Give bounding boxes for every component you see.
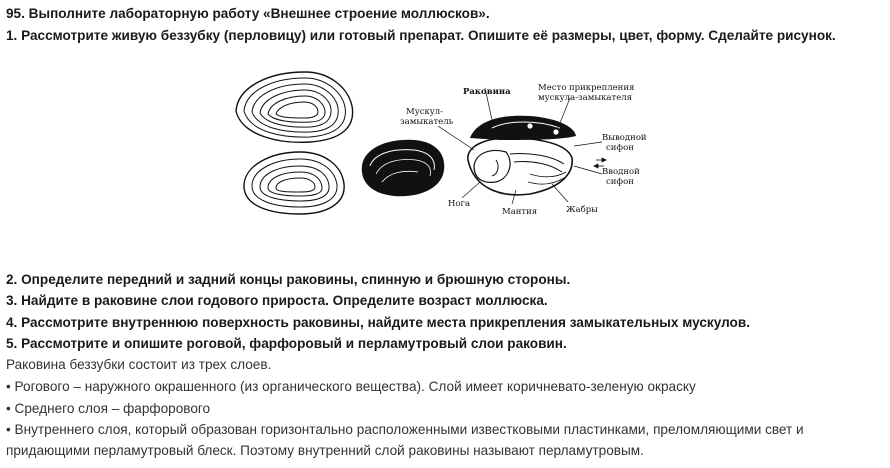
- label-gills: Жабры: [566, 205, 598, 215]
- closed-shell-dark: [362, 140, 444, 197]
- answer-item-2: • Среднего слоя – фарфорового: [6, 401, 211, 416]
- task-4: 4. Рассмотрите внутреннюю поверхность раковины, найдите места прикрепления замыкательных мускулов.: [6, 315, 750, 330]
- label-attach-line1: Место прикрепления: [538, 83, 635, 93]
- label-shell: Раковина: [463, 87, 511, 97]
- open-mollusc: [468, 116, 576, 195]
- shell-growth-rings-top: [236, 72, 353, 142]
- label-outlet-line2: сифон: [606, 143, 634, 153]
- mollusc-illustration: [230, 66, 650, 226]
- answer-intro: Раковина беззубки состоит из трех слоев.: [6, 357, 272, 372]
- answer-item-3-line-1: • Внутреннего слоя, который образован горизонтально расположенными известковыми пластинками, преломляющими свет и: [6, 422, 804, 437]
- label-muscle-line2: замыкатель: [400, 117, 454, 127]
- answer-item-3-line-2: придающими перламутровый блеск. Поэтому внутренний слой раковины называют перламутровым.: [6, 443, 644, 458]
- exercise-heading: 95. Выполните лабораторную работу «Внешнее строение моллюсков».: [6, 6, 490, 21]
- label-inlet-line1: Вводной: [602, 167, 640, 177]
- label-leader-lines: [438, 88, 602, 204]
- label-mantle: Мантия: [502, 207, 538, 217]
- label-attach-line2: мускула-замыкателя: [538, 93, 632, 103]
- task-2: 2. Определите передний и задний концы раковины, спинную и брюшную стороны.: [6, 272, 571, 287]
- task-5: 5. Рассмотрите и опишите роговой, фарфоровый и перламутровый слои раковин.: [6, 336, 567, 351]
- label-muscle-line1: Мускул-: [406, 107, 444, 117]
- label-outlet-line1: Выводной: [602, 133, 647, 143]
- answer-item-1: • Рогового – наружного окрашенного (из органического вещества). Слой имеет коричневато-зеленую окраску: [6, 379, 696, 394]
- shell-growth-rings-bottom: [244, 152, 344, 214]
- task-1: 1. Рассмотрите живую беззубку (перловицу) или готовый препарат. Опишите её размеры, цвет, форму. Сделайте рисунок.: [6, 28, 836, 43]
- label-inlet-line2: сифон: [606, 177, 634, 187]
- label-foot: Нога: [448, 199, 471, 209]
- task-3: 3. Найдите в раковине слои годового прироста. Определите возраст моллюска.: [6, 293, 548, 308]
